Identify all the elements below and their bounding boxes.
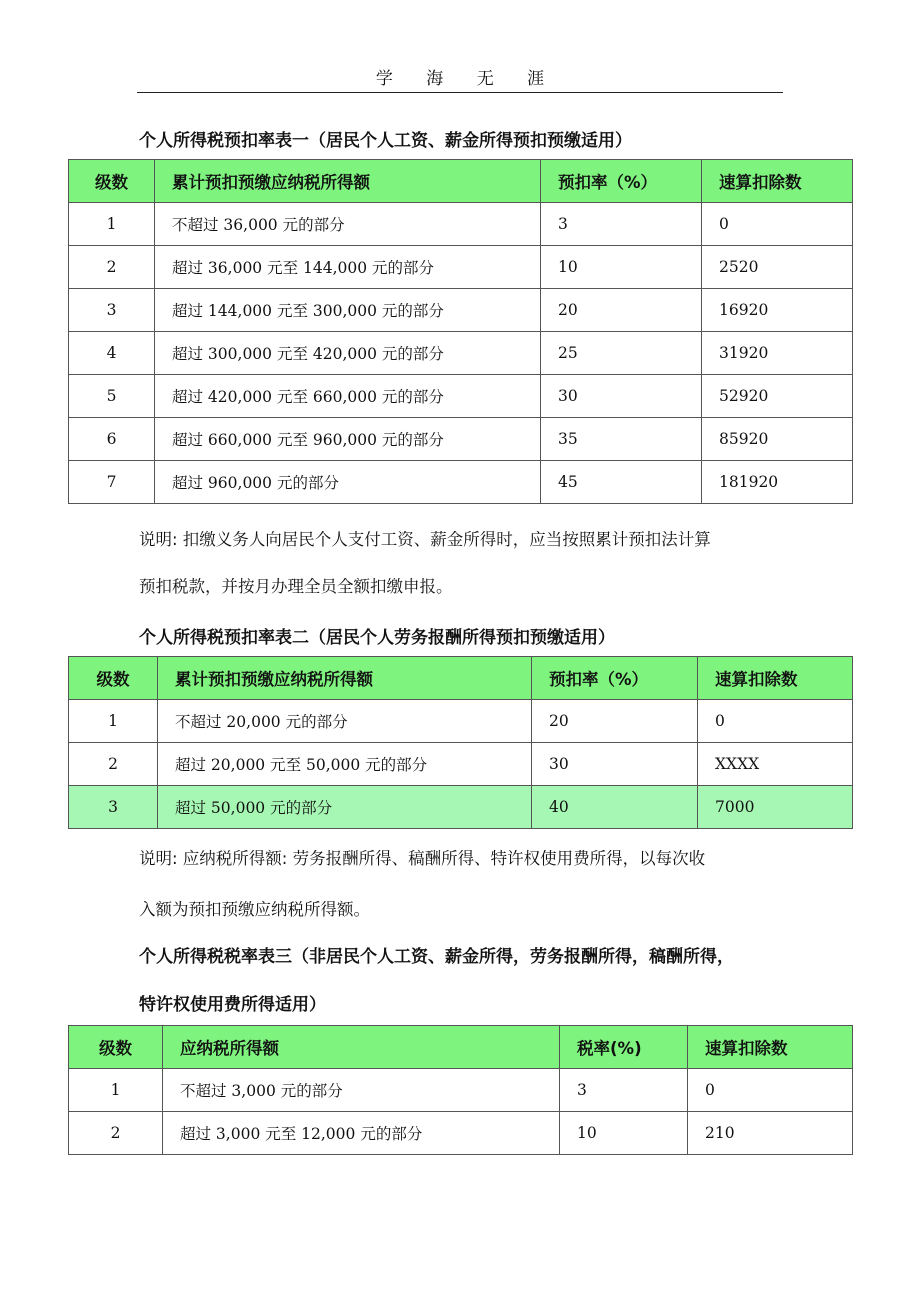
cell-rate: 10 bbox=[541, 246, 702, 289]
cell-deduction: 52920 bbox=[702, 375, 853, 418]
table-row bbox=[69, 418, 853, 461]
table-header-row bbox=[69, 1026, 853, 1069]
tax-table-2 bbox=[68, 656, 853, 829]
cell-income-range: 超过 50,000 元的部分 bbox=[158, 786, 532, 829]
cell-rate: 25 bbox=[541, 332, 702, 375]
col-header-level: 级数 bbox=[69, 657, 158, 700]
col-header-deduction: 速算扣除数 bbox=[702, 160, 853, 203]
table-row bbox=[69, 332, 853, 375]
table3-title-line2: 特许权使用费所得适用） bbox=[139, 995, 326, 1015]
cell-deduction: 0 bbox=[702, 203, 853, 246]
col-header-level: 级数 bbox=[69, 1026, 163, 1069]
page-header-title: 学 海 无 涯 bbox=[375, 69, 559, 89]
cell-income-range: 超过 144,000 元至 300,000 元的部分 bbox=[155, 289, 541, 332]
cell-rate: 45 bbox=[541, 461, 702, 504]
col-header-rate: 税率(%) bbox=[560, 1026, 688, 1069]
cell-deduction: 7000 bbox=[698, 786, 853, 829]
cell-rate: 35 bbox=[541, 418, 702, 461]
table-header-row bbox=[69, 160, 853, 203]
cell-level: 3 bbox=[69, 786, 158, 829]
table2-note-line1: 说明: 应纳税所得额: 劳务报酬所得、稿酬所得、特许权使用费所得，以每次收 bbox=[139, 849, 706, 868]
cell-income-range: 超过 420,000 元至 660,000 元的部分 bbox=[155, 375, 541, 418]
table1-note-line1: 说明: 扣缴义务人向居民个人支付工资、薪金所得时，应当按照累计预扣法计算 bbox=[139, 530, 711, 549]
cell-deduction: 2520 bbox=[702, 246, 853, 289]
col-header-level: 级数 bbox=[69, 160, 155, 203]
cell-deduction: 0 bbox=[698, 700, 853, 743]
cell-income-range: 超过 20,000 元至 50,000 元的部分 bbox=[158, 743, 532, 786]
cell-income-range: 超过 36,000 元至 144,000 元的部分 bbox=[155, 246, 541, 289]
cell-income-range: 不超过 3,000 元的部分 bbox=[163, 1069, 560, 1112]
col-header-deduction: 速算扣除数 bbox=[688, 1026, 853, 1069]
col-header-income: 累计预扣预缴应纳税所得额 bbox=[155, 160, 541, 203]
cell-deduction: 16920 bbox=[702, 289, 853, 332]
cell-rate: 30 bbox=[541, 375, 702, 418]
cell-income-range: 超过 960,000 元的部分 bbox=[155, 461, 541, 504]
table-row bbox=[69, 1069, 853, 1112]
header-rule bbox=[137, 92, 783, 93]
cell-rate: 20 bbox=[541, 289, 702, 332]
cell-level: 6 bbox=[69, 418, 155, 461]
table-row bbox=[69, 375, 853, 418]
cell-rate: 3 bbox=[541, 203, 702, 246]
cell-deduction: 85920 bbox=[702, 418, 853, 461]
table2-title: 个人所得税预扣率表二（居民个人劳务报酬所得预扣预缴适用） bbox=[139, 628, 615, 648]
tax-table-3 bbox=[68, 1025, 853, 1155]
cell-income-range: 超过 660,000 元至 960,000 元的部分 bbox=[155, 418, 541, 461]
cell-deduction: 31920 bbox=[702, 332, 853, 375]
cell-deduction: 0 bbox=[688, 1069, 853, 1112]
table-row bbox=[69, 289, 853, 332]
cell-rate: 20 bbox=[532, 700, 698, 743]
table3-title-line1: 个人所得税税率表三（非居民个人工资、薪金所得，劳务报酬所得，稿酬所得， bbox=[139, 947, 734, 967]
tax-table-1 bbox=[68, 159, 853, 504]
cell-level: 5 bbox=[69, 375, 155, 418]
cell-level: 1 bbox=[69, 700, 158, 743]
table-row bbox=[69, 700, 853, 743]
table1-note-line2: 预扣税款，并按月办理全员全额扣缴申报。 bbox=[139, 577, 453, 596]
cell-deduction: 181920 bbox=[702, 461, 853, 504]
cell-income-range: 超过 3,000 元至 12,000 元的部分 bbox=[163, 1112, 560, 1155]
table-row bbox=[69, 461, 853, 504]
cell-level: 3 bbox=[69, 289, 155, 332]
col-header-rate: 预扣率（%） bbox=[532, 657, 698, 700]
table-header-row bbox=[69, 657, 853, 700]
cell-level: 2 bbox=[69, 1112, 163, 1155]
table-row bbox=[69, 743, 853, 786]
cell-rate: 10 bbox=[560, 1112, 688, 1155]
table-row bbox=[69, 246, 853, 289]
table-row bbox=[69, 1112, 853, 1155]
col-header-rate: 预扣率（%） bbox=[541, 160, 702, 203]
cell-rate: 30 bbox=[532, 743, 698, 786]
cell-level: 2 bbox=[69, 743, 158, 786]
cell-deduction: XXXX bbox=[698, 743, 853, 786]
cell-income-range: 超过 300,000 元至 420,000 元的部分 bbox=[155, 332, 541, 375]
col-header-deduction: 速算扣除数 bbox=[698, 657, 853, 700]
cell-level: 2 bbox=[69, 246, 155, 289]
cell-deduction: 210 bbox=[688, 1112, 853, 1155]
cell-level: 1 bbox=[69, 203, 155, 246]
cell-rate: 40 bbox=[532, 786, 698, 829]
cell-income-range: 不超过 20,000 元的部分 bbox=[158, 700, 532, 743]
table-row bbox=[69, 786, 853, 829]
col-header-income: 应纳税所得额 bbox=[163, 1026, 560, 1069]
table2-note-line2: 入额为预扣预缴应纳税所得额。 bbox=[139, 900, 370, 919]
col-header-income: 累计预扣预缴应纳税所得额 bbox=[158, 657, 532, 700]
cell-income-range: 不超过 36,000 元的部分 bbox=[155, 203, 541, 246]
cell-level: 4 bbox=[69, 332, 155, 375]
cell-level: 7 bbox=[69, 461, 155, 504]
table1-title: 个人所得税预扣率表一（居民个人工资、薪金所得预扣预缴适用） bbox=[139, 131, 632, 151]
cell-rate: 3 bbox=[560, 1069, 688, 1112]
cell-level: 1 bbox=[69, 1069, 163, 1112]
table-row bbox=[69, 203, 853, 246]
